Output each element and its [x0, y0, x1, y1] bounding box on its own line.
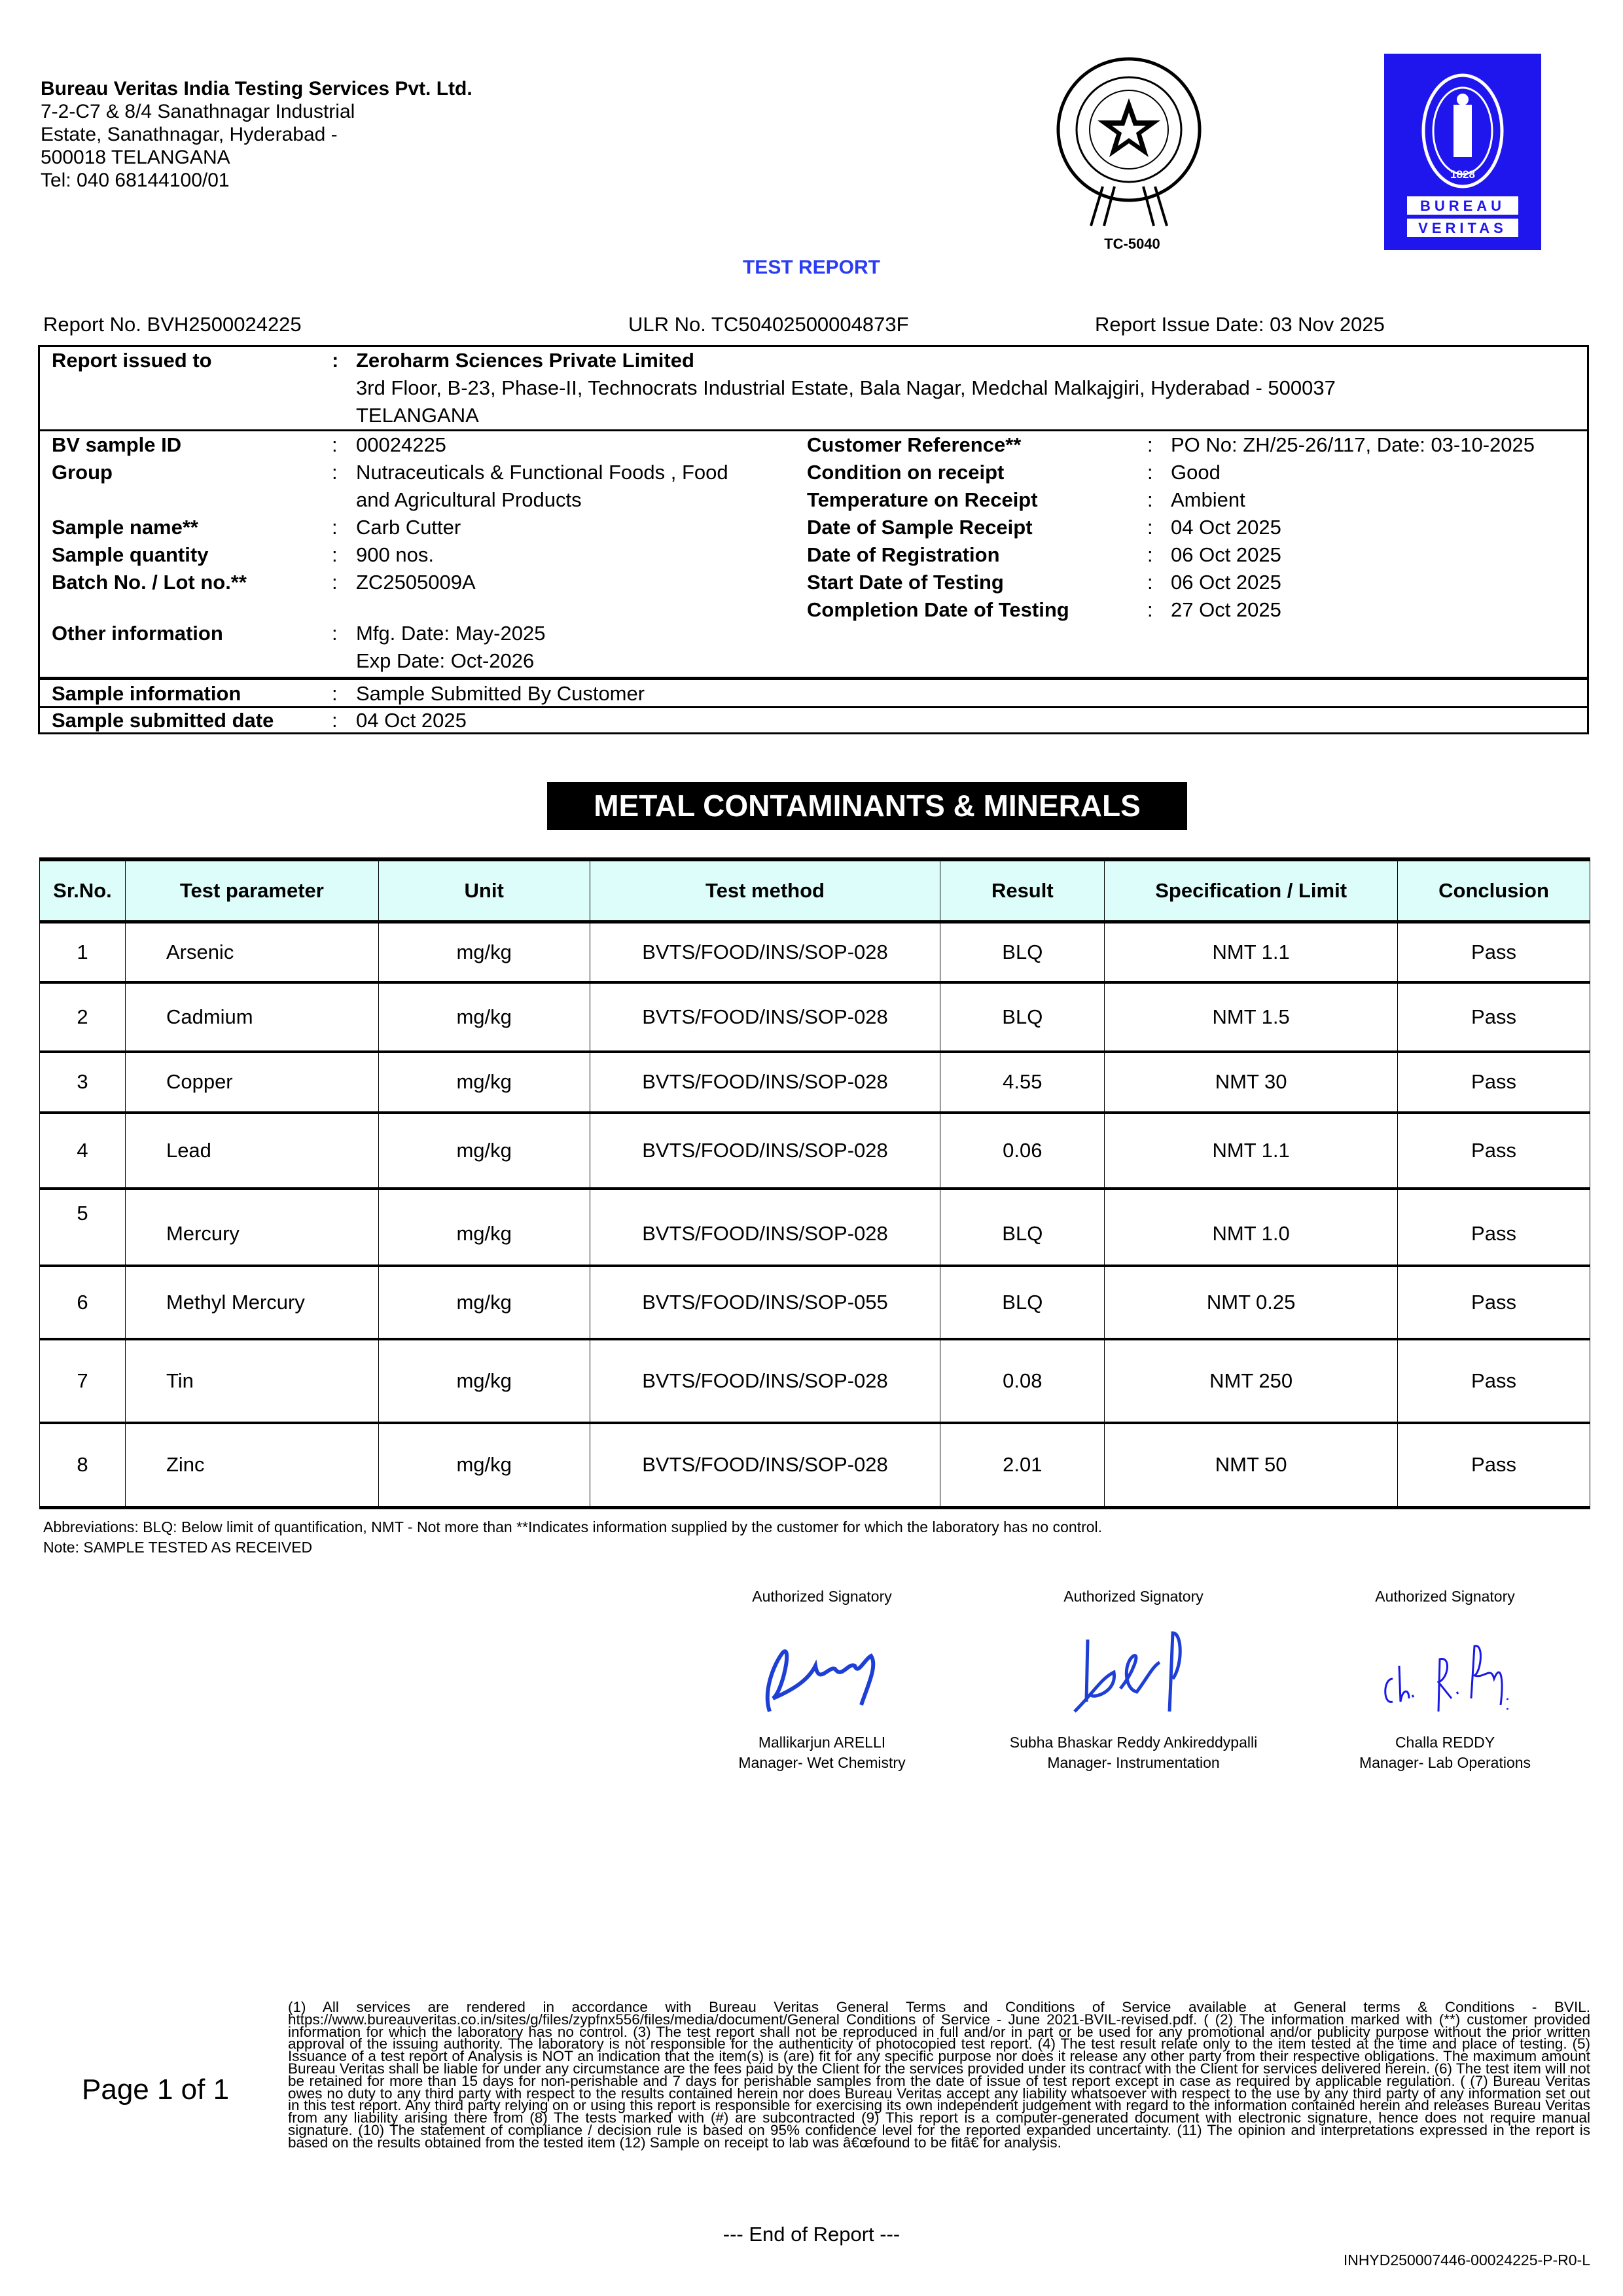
colon: :: [1147, 433, 1153, 456]
accreditation-code: TC-5040: [1104, 236, 1160, 252]
end-of-report: --- End of Report ---: [722, 2223, 901, 2246]
start-date-label: Start Date of Testing: [807, 571, 1004, 594]
page-number: Page 1 of 1: [82, 2073, 230, 2106]
page-title: TEST REPORT: [742, 257, 880, 278]
sr-no: 6: [40, 1266, 126, 1339]
test-method: BVTS/FOOD/INS/SOP-028: [590, 1423, 940, 1508]
signatory-role: Authorized Signatory: [1375, 1588, 1515, 1605]
result: BLQ: [940, 922, 1105, 982]
conclusion: Pass: [1398, 922, 1590, 982]
colon: :: [1147, 571, 1153, 594]
colon: :: [332, 461, 338, 484]
batch-no-value: ZC2505009A: [356, 571, 476, 594]
lab-address-line: 500018 TELANGANA: [41, 147, 230, 168]
colon: :: [332, 349, 339, 372]
customer-state: TELANGANA: [356, 404, 479, 427]
table-row: [40, 1113, 1590, 1189]
specification: NMT 30: [1105, 1052, 1398, 1113]
results-table: [39, 857, 1590, 1509]
test-method: BVTS/FOOD/INS/SOP-028: [590, 1339, 940, 1423]
col-sr-no: Sr.No.: [40, 859, 126, 922]
unit: mg/kg: [378, 1266, 590, 1339]
svg-text:VERITAS: VERITAS: [1418, 220, 1507, 236]
test-method: BVTS/FOOD/INS/SOP-028: [590, 1189, 940, 1266]
document-id: INHYD250007446-00024225-P-R0-L: [1343, 2251, 1590, 2269]
terms-disclaimer: (1) All services are rendered in accordance with Bureau Veritas General Terms and Conditions of Service available at General terms & Conditions - BVIL. https://www.bureauveritas.co.in/sites/g/files/zypfnx556/files/media/document/General Conditions of Service - June 2021-BVIL-revised.pdf. ( (2) The information marked with (**) customer provided information for which the laboratory has no control. (3) The test report shall not be reproduced in full and/or in part or be used for any promotional and/or publicity purpose without the prior written approval of the issuing authority. The laboratory is not responsible for the authenticity of photocopied test report. (4) The test result relate only to the item tested at the time and place of testing. (5) Issuance of a test report of Analysis is NOT an indication that the item(s) is (are) fit for any specific purpose nor does it release any other party from their respective obligations. The maximum amount Bureau Veritas shall be liable for under any circumstance are the fees paid by the Client for the services provided under its contract with the Client for services delivered herein. (6) The test item will not be retained for more than 15 days for non-perishable and 7 days for perishable samples from the date of issue of test report except in case as required by applicable regulation. ( (7) Bureau Veritas owes no duty to any third party with respect to the results contained herein nor does Bureau Veritas accept any liability whatsoever with respect to the use by any third party of any information set out in this test report. Any third party relying on or using this report is responsible for exercising its own independent judgement with regard to the information contained herein and releases Bureau Veritas from any liability arising there from (8) The tests marked with (#) are subcontracted (9) This report is a computer-generated document with electronic signature, hence does not require manual signature. (10) The statement of compliance / decision rule is based on 95% confidence level for the reported expanded uncertainty. (11) The opinion and interpretations expressed in the report is based on the results obtained from the tested item (12) Sample on receipt to lab was â€œfound to be fitâ€ for analysis.: [288, 1999, 1590, 2151]
lab-phone: Tel: 040 68144100/01: [41, 170, 230, 191]
signature-icon: [1366, 1626, 1524, 1718]
abbreviations-note: Abbreviations: BLQ: Below limit of quantification, NMT - Not more than **Indicates information supplied by the customer for which the laboratory has no control.: [43, 1518, 1103, 1535]
colon: :: [1147, 516, 1153, 539]
sample-information-label: Sample information: [52, 682, 241, 705]
nabl-seal-icon: [1050, 52, 1207, 229]
lab-name: Bureau Veritas India Testing Services Pvt. Ltd.: [41, 78, 473, 99]
result: BLQ: [940, 1266, 1105, 1339]
conclusion: Pass: [1398, 982, 1590, 1052]
unit: mg/kg: [378, 922, 590, 982]
other-info-label: Other information: [52, 622, 223, 645]
start-date-value: 06 Oct 2025: [1171, 571, 1281, 594]
bv-sample-id-value: 00024225: [356, 433, 446, 456]
sample-quantity-value: 900 nos.: [356, 543, 434, 566]
temperature-label: Temperature on Receipt: [807, 488, 1038, 511]
table-row: [40, 982, 1590, 1052]
specification: NMT 1.1: [1105, 922, 1398, 982]
completion-date-label: Completion Date of Testing: [807, 598, 1069, 621]
specification: NMT 0.25: [1105, 1266, 1398, 1339]
test-method: BVTS/FOOD/INS/SOP-028: [590, 1113, 940, 1189]
report-number: Report No. BVH2500024225: [43, 313, 302, 336]
report-issue-date: Report Issue Date: 03 Nov 2025: [1095, 313, 1385, 336]
bureau-veritas-logo-icon: [1384, 54, 1541, 250]
result: 0.08: [940, 1339, 1105, 1423]
colon: :: [332, 622, 338, 645]
table-row: [40, 922, 1590, 982]
sample-note: Note: SAMPLE TESTED AS RECEIVED: [43, 1539, 313, 1556]
notes: [43, 1517, 1102, 1558]
lab-address-line: Estate, Sanathnagar, Hyderabad -: [41, 124, 338, 145]
sr-no: 4: [40, 1113, 126, 1189]
exp-date: Exp Date: Oct-2026: [356, 649, 535, 672]
conclusion: Pass: [1398, 1423, 1590, 1508]
signatory-title: Manager- Lab Operations: [1359, 1754, 1531, 1771]
signatory-block: [970, 1587, 1297, 1773]
customer-reference-label: Customer Reference**: [807, 433, 1022, 456]
specification: NMT 1.0: [1105, 1189, 1398, 1266]
ulr-number: ULR No. TC50402500004873F: [628, 313, 909, 336]
conclusion: Pass: [1398, 1052, 1590, 1113]
lab-address-block: [41, 77, 473, 192]
customer-name: Zeroharm Sciences Private Limited: [356, 349, 694, 372]
sample-info-box: [38, 345, 1589, 734]
colon: :: [332, 543, 338, 566]
colon: :: [332, 433, 338, 456]
test-method: BVTS/FOOD/INS/SOP-055: [590, 1266, 940, 1339]
specification: NMT 1.5: [1105, 982, 1398, 1052]
signatory-name: Challa REDDY: [1395, 1734, 1495, 1751]
specification: NMT 50: [1105, 1423, 1398, 1508]
sample-submitted-label: Sample submitted date: [52, 709, 274, 732]
signatory-role: Authorized Signatory: [1063, 1588, 1204, 1605]
colon: :: [332, 571, 338, 594]
table-row: [40, 1052, 1590, 1113]
batch-no-label: Batch No. / Lot no.**: [52, 571, 247, 594]
specification: NMT 1.1: [1105, 1113, 1398, 1189]
col-conclusion: Conclusion: [1398, 859, 1590, 922]
col-test-method: Test method: [590, 859, 940, 922]
table-row: [40, 1423, 1590, 1508]
lab-address-line: 7-2-C7 & 8/4 Sanathnagar Industrial: [41, 101, 355, 122]
signature-icon: [1055, 1626, 1212, 1718]
svg-text:1828: 1828: [1450, 168, 1475, 181]
col-test-parameter: Test parameter: [125, 859, 378, 922]
unit: mg/kg: [378, 1052, 590, 1113]
sr-no: 8: [40, 1423, 126, 1508]
test-parameter: Zinc: [125, 1423, 378, 1508]
unit: mg/kg: [378, 1113, 590, 1189]
colon: :: [1147, 543, 1153, 566]
signature-icon: [743, 1626, 901, 1718]
condition-label: Condition on receipt: [807, 461, 1005, 484]
table-row: [40, 1189, 1590, 1266]
result: 0.06: [940, 1113, 1105, 1189]
receipt-date-value: 04 Oct 2025: [1171, 516, 1281, 539]
colon: :: [1147, 488, 1153, 511]
conclusion: Pass: [1398, 1339, 1590, 1423]
test-method: BVTS/FOOD/INS/SOP-028: [590, 982, 940, 1052]
test-parameter: Cadmium: [125, 982, 378, 1052]
unit: mg/kg: [378, 1189, 590, 1266]
sr-no: 2: [40, 982, 126, 1052]
result: 2.01: [940, 1423, 1105, 1508]
signatory-name: Subha Bhaskar Reddy Ankireddypalli: [1009, 1734, 1258, 1751]
table-header-row: [40, 859, 1590, 922]
conclusion: Pass: [1398, 1266, 1590, 1339]
unit: mg/kg: [378, 1423, 590, 1508]
result: BLQ: [940, 1189, 1105, 1266]
unit: mg/kg: [378, 982, 590, 1052]
group-value: Nutraceuticals & Functional Foods , Food: [356, 461, 728, 484]
bv-sample-id-label: BV sample ID: [52, 433, 182, 456]
result: BLQ: [940, 982, 1105, 1052]
completion-date-value: 27 Oct 2025: [1171, 598, 1281, 621]
receipt-date-label: Date of Sample Receipt: [807, 516, 1033, 539]
signatory-role: Authorized Signatory: [752, 1588, 892, 1605]
table-row: [40, 1266, 1590, 1339]
test-parameter: Methyl Mercury: [125, 1266, 378, 1339]
condition-value: Good: [1171, 461, 1221, 484]
colon: :: [332, 682, 338, 705]
test-parameter: Tin: [125, 1339, 378, 1423]
sample-information-value: Sample Submitted By Customer: [356, 682, 645, 705]
customer-address: 3rd Floor, B-23, Phase-II, Technocrats Industrial Estate, Bala Nagar, Medchal Malkajgiri, Hyderabad - 500037: [356, 376, 1336, 399]
signatory-block: [1281, 1587, 1609, 1773]
divider: [40, 677, 1587, 680]
signatory-block: [658, 1587, 986, 1773]
col-unit: Unit: [378, 859, 590, 922]
mfg-date: Mfg. Date: May-2025: [356, 622, 546, 645]
signatory-title: Manager- Wet Chemistry: [738, 1754, 906, 1771]
unit: mg/kg: [378, 1339, 590, 1423]
sample-submitted-value: 04 Oct 2025: [356, 709, 467, 732]
sr-no: 1: [40, 922, 126, 982]
registration-date-value: 06 Oct 2025: [1171, 543, 1281, 566]
colon: :: [332, 516, 338, 539]
test-parameter: Mercury: [125, 1189, 378, 1266]
signatory-name: Mallikarjun ARELLI: [758, 1734, 886, 1751]
colon: :: [1147, 461, 1153, 484]
test-method: BVTS/FOOD/INS/SOP-028: [590, 1052, 940, 1113]
temperature-value: Ambient: [1171, 488, 1245, 511]
test-parameter: Lead: [125, 1113, 378, 1189]
colon: :: [332, 709, 338, 732]
sr-no: 5: [40, 1189, 126, 1266]
test-method: BVTS/FOOD/INS/SOP-028: [590, 922, 940, 982]
col-result: Result: [940, 859, 1105, 922]
test-parameter: Copper: [125, 1052, 378, 1113]
sample-name-label: Sample name**: [52, 516, 198, 539]
conclusion: Pass: [1398, 1113, 1590, 1189]
sr-no: 3: [40, 1052, 126, 1113]
registration-date-label: Date of Registration: [807, 543, 1000, 566]
table-row: [40, 1339, 1590, 1423]
specification: NMT 250: [1105, 1339, 1398, 1423]
group-value-cont: and Agricultural Products: [356, 488, 582, 511]
svg-text:BUREAU: BUREAU: [1419, 198, 1506, 214]
section-title: METAL CONTAMINANTS & MINERALS: [547, 782, 1187, 830]
group-label: Group: [52, 461, 113, 484]
issued-to-label: Report issued to: [52, 349, 212, 372]
sr-no: 7: [40, 1339, 126, 1423]
signatory-title: Manager- Instrumentation: [1047, 1754, 1220, 1771]
sample-name-value: Carb Cutter: [356, 516, 461, 539]
customer-reference-value: PO No: ZH/25-26/117, Date: 03-10-2025: [1171, 433, 1535, 456]
sample-quantity-label: Sample quantity: [52, 543, 209, 566]
test-parameter: Arsenic: [125, 922, 378, 982]
col-specification: Specification / Limit: [1105, 859, 1398, 922]
colon: :: [1147, 598, 1153, 621]
conclusion: Pass: [1398, 1189, 1590, 1266]
result: 4.55: [940, 1052, 1105, 1113]
